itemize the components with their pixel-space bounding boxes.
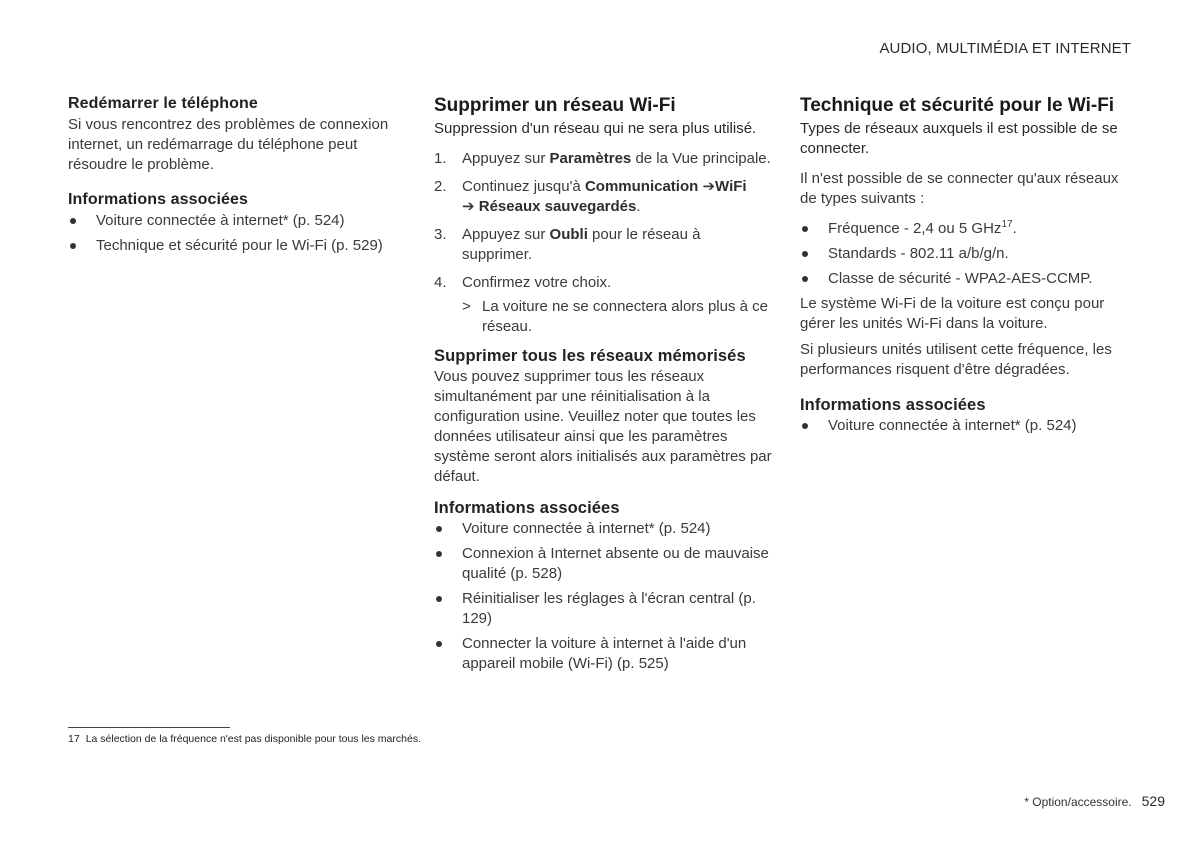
step-result — [462, 297, 774, 337]
step-text: Appuyez sur — [462, 150, 550, 167]
related-heading: Informations associées — [800, 396, 986, 414]
step-text: Confirmez votre choix. — [462, 274, 612, 291]
related-link[interactable]: Voiture connectée à internet* (p. 524) — [434, 519, 774, 539]
footnote-text: La sélection de la fréquence n'est pas disponible pour tous les marchés. — [85, 733, 421, 745]
related-list — [434, 519, 774, 674]
arrow-right-icon: ➔ — [702, 178, 716, 195]
column-right — [800, 93, 1135, 441]
step-number: 4. — [434, 274, 447, 291]
page-number: 529 — [1141, 793, 1165, 809]
footnote-ref[interactable]: 17 — [1001, 219, 1013, 230]
ui-label: Réseaux sauvegardés — [478, 198, 637, 215]
spec-item — [800, 219, 1135, 239]
spec-text: Fréquence - 2,4 ou 5 GHz — [828, 220, 1002, 237]
footnote-divider — [68, 727, 230, 728]
delete-all-text: Vous pouvez supprimer tous les réseaux simultanément par une réinitialisation à la configuration usine. Veuillez noter que toutes les données utilisateur ainsi que les paramètres système seront alors initialisés aux paramètres par défaut. — [434, 368, 772, 485]
section-lead: Types de réseaux auxquels il est possible de se connecter. — [800, 120, 1118, 157]
step-number: 2. — [434, 178, 447, 195]
related-link[interactable]: Technique et sécurité pour le Wi-Fi (p. 529) — [68, 236, 398, 256]
step-text: pour le réseau à supprimer. — [462, 226, 701, 263]
option-note: * Option/accessoire. — [1024, 795, 1132, 809]
related-link[interactable]: Connexion à Internet absente ou de mauvaise qualité (p. 528) — [434, 544, 774, 584]
ui-label: WiFi — [715, 178, 747, 195]
step-number: 1. — [434, 150, 447, 167]
paragraph: Si plusieurs unités utilisent cette fréquence, les performances risquent d'être dégradées. — [800, 341, 1112, 378]
related-link[interactable]: Voiture connectée à internet* (p. 524) — [68, 211, 398, 231]
related-link[interactable]: Connecter la voiture à internet à l'aide d'un appareil mobile (Wi-Fi) (p. 525) — [434, 634, 774, 674]
section-title: Supprimer un réseau Wi-Fi — [434, 95, 676, 116]
restart-heading: Redémarrer le téléphone — [68, 95, 258, 112]
step-text: Continuez jusqu'à — [462, 178, 585, 195]
delete-all-heading: Supprimer tous les réseaux mémorisés — [434, 347, 746, 365]
section-header: AUDIO, MULTIMÉDIA ET INTERNET — [879, 40, 1131, 57]
related-list — [800, 416, 1135, 436]
footnote — [68, 732, 421, 746]
related-heading: Informations associées — [68, 191, 249, 208]
spec-text: . — [1012, 220, 1017, 237]
page-footer — [1024, 791, 1165, 812]
section-lead: Suppression d'un réseau qui ne sera plus utilisé. — [434, 120, 757, 137]
related-heading: Informations associées — [434, 499, 620, 517]
related-list — [68, 211, 398, 256]
spec-list — [800, 219, 1135, 289]
restart-text: Si vous rencontrez des problèmes de connexion internet, un redémarrage du téléphone peut résoudre le problème. — [68, 116, 389, 173]
ui-label: Oubli — [549, 226, 588, 243]
step-item — [434, 149, 774, 169]
step-text: de la Vue principale. — [631, 150, 771, 167]
ui-label: Communication — [584, 178, 699, 195]
column-left — [68, 93, 398, 261]
section-title: Technique et sécurité pour le Wi-Fi — [800, 95, 1115, 116]
step-text: Appuyez sur — [462, 226, 550, 243]
step-item — [434, 177, 774, 217]
step-item — [434, 225, 774, 265]
ui-label: Paramètres — [549, 150, 632, 167]
column-middle — [434, 93, 774, 679]
spec-item: Classe de sécurité - WPA2-AES-CCMP. — [800, 269, 1135, 289]
step-text: . — [636, 198, 641, 215]
related-link[interactable]: Réinitialiser les réglages à l'écran central (p. 129) — [434, 589, 774, 629]
result-text: La voiture ne se connectera alors plus à ce réseau. — [482, 298, 769, 335]
intro-text: Il n'est possible de se connecter qu'aux réseaux de types suivants : — [800, 170, 1119, 207]
step-item — [434, 273, 774, 337]
step-number: 3. — [434, 226, 447, 243]
steps-list — [434, 149, 774, 337]
related-link[interactable]: Voiture connectée à internet* (p. 524) — [800, 416, 1135, 436]
spec-item: Standards - 802.11 a/b/g/n. — [800, 244, 1135, 264]
footnote-number: 17 — [68, 733, 80, 745]
paragraph: Le système Wi-Fi de la voiture est conçu pour gérer les unités Wi-Fi dans la voiture. — [800, 295, 1105, 332]
result-marker: > — [462, 298, 471, 315]
arrow-right-icon: ➔ — [462, 198, 475, 215]
